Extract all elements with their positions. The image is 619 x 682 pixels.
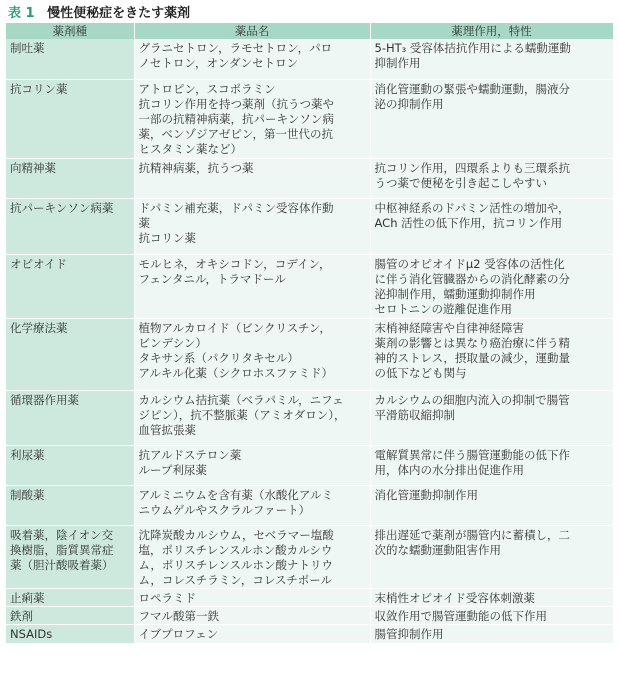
cell-effect (370, 318, 613, 390)
cell-line: グラニセトロン，ラモセトロン，パロ (138, 41, 333, 55)
cell-category (6, 606, 134, 624)
cell-line: 次的な蠕動運動阻害作用 (374, 542, 501, 557)
cell-line: 抗精神病薬，抗うつ薬 (138, 160, 254, 175)
cell-line: ジピン），抗不整脈薬（アミオダロン）， (138, 407, 346, 422)
cell-category (6, 445, 134, 485)
cell-line: 抑制作用 (374, 56, 421, 70)
cell-line: 抗コリン薬 (10, 81, 68, 96)
cell-line: カルシウムの細胞内流入の抑制で腸管 (374, 392, 570, 407)
cell-line: に伴う消化管臓器からの消化酵素の分 (374, 271, 570, 286)
cell-line: 制酸薬 (10, 487, 45, 502)
cell-line: 吸着薬，陰イオン交 (10, 527, 114, 542)
table-row (6, 158, 613, 198)
cell-drug-name (134, 198, 370, 254)
cell-line: 換樹脂，脂質異常症 (10, 542, 114, 557)
cell-line: 向精神薬 (10, 160, 56, 175)
cell-line: うつ薬で便秘を引き起こしやすい (374, 175, 547, 190)
table-caption: 慢性便秘症をきたす薬剤 (47, 6, 191, 21)
cell-line: 鉄剤 (10, 608, 33, 623)
cell-effect (370, 39, 613, 79)
cell-line: 薬 (138, 215, 150, 230)
cell-line: 抗コリン薬 (138, 230, 196, 245)
cell-line: ドパミン補充薬，ドパミン受容体作動 (138, 200, 334, 215)
cell-effect (370, 158, 613, 198)
cell-effect (370, 525, 613, 588)
header-row (6, 23, 613, 39)
table-row (6, 390, 613, 445)
table-row (6, 39, 613, 79)
cell-line: ノセトロン，オンダンセトロン (138, 56, 299, 70)
cell-line: オピオイド (10, 256, 67, 271)
cell-drug-name (134, 158, 370, 198)
cell-line: 腸管のオピオイドμ2 受容体の活性化 (374, 256, 565, 271)
cell-line: 循環器作用薬 (10, 392, 79, 407)
cell-line: ニウムゲルやスクラルファート） (138, 502, 311, 517)
cell-drug-name (134, 79, 370, 158)
cell-drug-name (134, 254, 370, 318)
cell-drug-name (134, 390, 370, 445)
cell-effect (370, 445, 613, 485)
cell-line: 薬，ベンゾジアゼピン，第一世代の抗 (138, 126, 333, 141)
table-row (6, 318, 613, 390)
cell-category (6, 39, 134, 79)
table-row (6, 624, 613, 643)
cell-line: ループ利尿薬 (138, 462, 207, 477)
cell-line: フェンタニル，トラマドール (138, 271, 286, 286)
header-drug-name: 薬品名 (134, 23, 370, 39)
cell-effect (370, 588, 613, 606)
cell-line: 薬（胆汁酸吸着薬） (10, 557, 114, 572)
table-row (6, 485, 613, 525)
cell-line: モルヒネ，オキシコドン，コデイン， (138, 256, 331, 271)
cell-line: 一部の抗精神病薬，抗パーキンソン病 (138, 111, 334, 126)
cell-line: フマル酸第一鉄 (138, 608, 219, 623)
cell-line: の低下なども関与 (374, 365, 467, 380)
cell-effect (370, 390, 613, 445)
cell-category (6, 624, 134, 643)
table-row (6, 588, 613, 606)
cell-line: アトロピン，スコポラミン (138, 81, 276, 96)
cell-line: 消化管運動抑制作用 (374, 487, 478, 502)
cell-line: 抗コリン作用，四環系よりも三環系抗 (374, 160, 570, 175)
cell-drug-name (134, 485, 370, 525)
cell-line: 排出遅延で薬剤が腸管内に蓄積し，二 (374, 527, 570, 542)
cell-line: 沈降炭酸カルシウム，セベラマー塩酸 (138, 527, 334, 542)
cell-line: 末梢性オピオイド受容体刺激薬 (374, 590, 535, 605)
cell-line: 薬剤の影響とは異なり癌治療に伴う精 (374, 335, 570, 350)
cell-line: ロペラミド (138, 590, 196, 605)
table-row (6, 79, 613, 158)
cell-line: 用，体内の水分排出促進作用 (374, 462, 524, 477)
cell-effect (370, 624, 613, 643)
table-number: 表 1 (8, 6, 35, 21)
cell-effect (370, 79, 613, 158)
drug-table (6, 23, 614, 644)
cell-category (6, 158, 134, 198)
cell-effect (370, 485, 613, 525)
cell-line: 平滑筋収縮抑制 (374, 407, 455, 422)
cell-category (6, 588, 134, 606)
cell-line: 泌抑制作用，蠕動運動抑制作用 (374, 286, 536, 301)
cell-line: セロトニンの遊離促進作用 (374, 301, 513, 316)
table-row (6, 198, 613, 254)
cell-line: ACh 活性の低下作用，抗コリン作用 (374, 215, 563, 230)
cell-line: ヒスタミン薬など） (138, 141, 242, 156)
cell-drug-name (134, 318, 370, 390)
header-category: 薬剤種 (6, 23, 134, 39)
cell-line: 5-HT₃ 受容体拮抗作用による蠕動運動 (374, 41, 571, 55)
cell-category (6, 525, 134, 588)
cell-line: アルキル化薬（シクロホスファミド） (138, 365, 333, 380)
cell-line: 抗コリン作用を持つ薬剤（抗うつ薬や (138, 96, 334, 111)
table-row (6, 254, 613, 318)
cell-drug-name (134, 606, 370, 624)
cell-line: 植物アルカロイド（ビンクリスチン， (138, 320, 332, 335)
cell-line: 血管拡張薬 (138, 422, 196, 437)
cell-line: 末梢神経障害や自律神経障害 (374, 320, 524, 335)
cell-effect (370, 254, 613, 318)
cell-line: 塩，ポリスチレンスルホン酸カルシウ (138, 542, 333, 557)
cell-category (6, 79, 134, 158)
cell-drug-name (134, 445, 370, 485)
cell-line: 抗アルドステロン薬 (138, 447, 242, 462)
cell-line: NSAIDs (10, 626, 53, 641)
cell-category (6, 318, 134, 390)
cell-line: 利尿薬 (10, 447, 45, 462)
cell-line: 抗パーキンソン病薬 (10, 200, 114, 215)
cell-drug-name (134, 624, 370, 643)
cell-line: 腸管抑制作用 (374, 626, 444, 641)
table-body (6, 39, 613, 643)
cell-line: 泌の抑制作用 (374, 96, 444, 111)
cell-drug-name (134, 39, 370, 79)
cell-line: 電解質異常に伴う腸管運動能の低下作 (374, 447, 570, 462)
table-row (6, 606, 613, 624)
table-title (8, 2, 190, 22)
table-row (6, 445, 613, 485)
cell-line: ム，ポリスチレンスルホン酸ナトリウ (138, 557, 334, 572)
cell-category (6, 485, 134, 525)
cell-line: 化学療法薬 (10, 320, 68, 335)
cell-line: 消化管運動の緊張や蠕動運動，腸液分 (374, 81, 570, 96)
cell-line: ビンデシン） (138, 335, 207, 350)
header-effect: 薬理作用，特性 (370, 23, 613, 39)
cell-line: タキサン系（パクリタキセル） (138, 350, 299, 365)
cell-line: 神的ストレス，摂取量の減少，運動量 (374, 350, 570, 365)
cell-category (6, 198, 134, 254)
cell-category (6, 390, 134, 445)
cell-effect (370, 606, 613, 624)
cell-line: イブプロフェン (138, 626, 219, 641)
cell-line: 収敛作用で腸管運動能の低下作用 (374, 608, 547, 623)
cell-category (6, 254, 134, 318)
cell-line: カルシウム拮抗薬（ベラパミル，ニフェ (138, 392, 344, 407)
cell-drug-name (134, 525, 370, 588)
cell-line: ム，コレスチラミン，コレスチポール (138, 572, 333, 587)
cell-effect (370, 198, 613, 254)
cell-line: 制吐薬 (10, 41, 45, 55)
cell-line: 止痢薬 (10, 590, 45, 605)
cell-line: 中枢神経系のドパミン活性の増加や， (374, 200, 570, 215)
cell-drug-name (134, 588, 370, 606)
cell-line: アルミニウムを含有薬（水酸化アルミ (138, 487, 333, 502)
table-row (6, 525, 613, 588)
